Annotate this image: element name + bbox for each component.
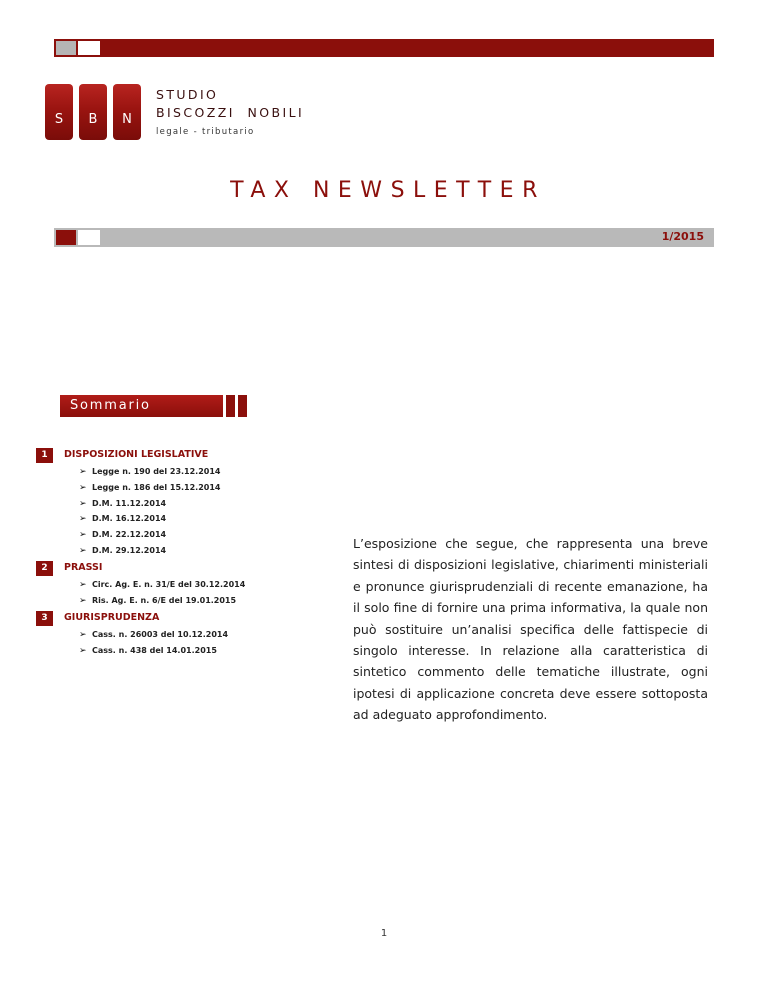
toc-section-number: 1: [36, 448, 53, 463]
toc-item-list: [79, 577, 296, 609]
issue-bar-red-square: [56, 230, 76, 245]
issue-bar: [54, 228, 714, 247]
arrow-bullet-icon: ➢: [79, 579, 87, 590]
issue-number: 1/2015: [661, 230, 704, 243]
toc-item-label: D.M. 11.12.2014: [92, 498, 167, 508]
logo-letter-b: B: [88, 112, 98, 127]
top-bar-fill: [54, 39, 714, 57]
arrow-bullet-icon: ➢: [79, 498, 87, 509]
sommario-header: [60, 395, 250, 417]
logo-subtitle: legale - tributario: [156, 127, 255, 137]
toc-section-title[interactable]: PRASSI: [64, 561, 103, 573]
top-bar-gray-square: [56, 41, 76, 55]
sommario-accent-bar-2: [238, 395, 247, 417]
toc-section-2: [36, 559, 296, 609]
logo-letter-s: S: [54, 112, 64, 127]
toc-section-number: 2: [36, 561, 53, 576]
toc-item[interactable]: [79, 480, 296, 496]
newsletter-title: TAX NEWSLETTER: [230, 178, 546, 203]
toc-item[interactable]: [79, 593, 296, 609]
toc-item[interactable]: [79, 527, 296, 543]
arrow-bullet-icon: ➢: [79, 467, 87, 477]
logo-letter-n: N: [122, 112, 132, 127]
arrow-bullet-icon: ➢: [79, 514, 87, 525]
sommario-label: Sommario: [60, 395, 223, 417]
table-of-contents: [36, 446, 296, 660]
toc-section-title[interactable]: DISPOSIZIONI LEGISLATIVE: [64, 449, 209, 460]
toc-item-label: D.M. 22.12.2014: [92, 530, 167, 540]
toc-item[interactable]: [79, 577, 296, 593]
toc-section-3: [36, 609, 296, 659]
intro-disclaimer-paragraph: L’esposizione che segue, che rappresenta una breve sintesi di disposizioni legislative, chiarimenti ministeriali e pronunce giurisprudenziali di recente emanazione, ha il solo fine di fornire una prima informativa, la quale non può sostituire un’analisi specifica delle fattispecie di singolo interesse. In relazione alla caratteristica di sintetico commento delle tematiche illustrate, ogni ipotesi di applicazione concreta deve essere sottoposta ad adeguato approfondimento.: [353, 536, 708, 723]
toc-section-number: 3: [36, 611, 53, 626]
top-bar-white-square: [78, 41, 100, 55]
toc-item-label: Legge n. 190 del 23.12.2014: [92, 467, 221, 476]
toc-section-1: [36, 446, 296, 559]
arrow-bullet-icon: ➢: [79, 530, 87, 541]
toc-item-list: [79, 627, 296, 659]
logo-line-firm-name: BISCOZZI NOBILI: [156, 105, 305, 120]
firm-logo: [45, 84, 345, 144]
arrow-bullet-icon: ➢: [79, 545, 87, 556]
toc-item[interactable]: [79, 627, 296, 643]
arrow-bullet-icon: ➢: [79, 595, 87, 606]
page-number: 1: [380, 928, 388, 939]
toc-item[interactable]: [79, 511, 296, 527]
toc-item-label: Ris. Ag. E. n. 6/E del 19.01.2015: [92, 595, 237, 605]
toc-item[interactable]: [79, 543, 296, 559]
issue-bar-fill: [54, 228, 714, 247]
arrow-bullet-icon: ➢: [79, 482, 87, 493]
toc-item-list: [79, 464, 296, 559]
toc-item-label: Legge n. 186 del 15.12.2014: [92, 482, 221, 492]
toc-item-label: Circ. Ag. E. n. 31/E del 30.12.2014: [92, 579, 246, 589]
toc-item[interactable]: [79, 496, 296, 512]
logo-block-n: [113, 84, 141, 140]
toc-section-title[interactable]: GIURISPRUDENZA: [64, 612, 160, 624]
logo-text: [156, 86, 304, 139]
arrow-bullet-icon: ➢: [79, 646, 87, 657]
logo-block-b: [79, 84, 107, 140]
logo-line-studio: STUDIO: [156, 87, 219, 102]
toc-item[interactable]: [79, 643, 296, 659]
toc-item-label: Cass. n. 26003 del 10.12.2014: [92, 630, 229, 640]
top-decorative-bar: [54, 39, 714, 57]
toc-item-label: D.M. 16.12.2014: [92, 514, 167, 524]
sommario-accent-bar-1: [226, 395, 235, 417]
logo-block-s: [45, 84, 73, 140]
issue-bar-white-square: [78, 230, 100, 245]
toc-item[interactable]: [79, 464, 296, 480]
toc-item-label: D.M. 29.12.2014: [92, 545, 167, 555]
toc-item-label: Cass. n. 438 del 14.01.2015: [92, 646, 217, 656]
arrow-bullet-icon: ➢: [79, 630, 87, 641]
